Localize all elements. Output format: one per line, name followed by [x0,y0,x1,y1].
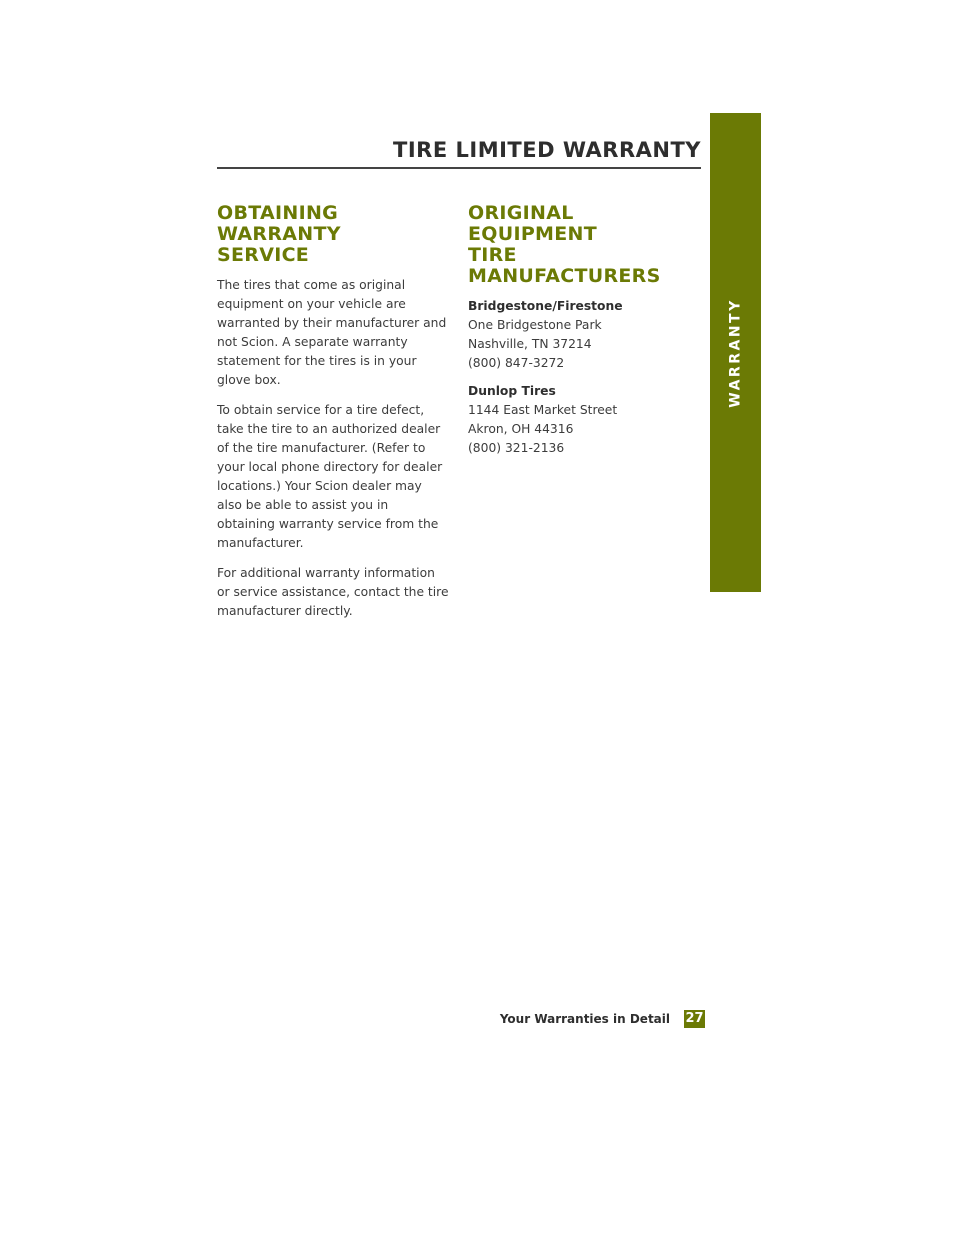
heading-line-1: OBTAINING WARRANTY [217,202,341,245]
title-divider [217,167,701,169]
obtaining-warranty-service-section [217,203,449,632]
manufacturer-phone: (800) 847-3272 [468,356,565,370]
page-title: TIRE LIMITED WARRANTY [393,138,701,162]
obtaining-warranty-service-heading [217,203,449,266]
manufacturer-entry-dunlop [468,382,700,458]
manufacturer-address-line-1: One Bridgestone Park [468,318,602,332]
paragraph-obtain-service: To obtain service for a tire defect, take the tire to an authorized dealer of the tire manufacturer. (Refer to your local phone directory for dealer locations.) Your Scion dealer may also be able to assist you in obtaining warranty service from the manufacturer. [217,403,443,550]
manufacturer-phone: (800) 321-2136 [468,441,565,455]
footer-section-label: Your Warranties in Detail [499,1012,670,1026]
manufacturer-address-line-2: Akron, OH 44316 [468,422,574,436]
heading-line-2: SERVICE [217,244,310,266]
heading-line-1: ORIGINAL EQUIPMENT [468,202,598,245]
tire-manufacturers-heading [468,203,700,287]
manufacturer-address-line-2: Nashville, TN 37214 [468,337,592,351]
manufacturer-address-line-1: 1144 East Market Street [468,403,618,417]
manufacturer-entry-bridgestone [468,297,700,373]
tire-manufacturers-section [468,203,700,467]
section-side-tab [710,113,761,592]
side-tab-label: WARRANTY [727,297,744,408]
paragraph-additional-info: For additional warranty information or service assistance, contact the tire manufacturer directly. [217,566,449,618]
page-number: 27 [685,1011,704,1026]
heading-line-2: TIRE MANUFACTURERS [468,244,661,287]
manufacturer-name: Bridgestone/Firestone [468,299,623,313]
paragraph-original-equipment: The tires that come as original equipment on your vehicle are warranted by their manufacturer and not Scion. A separate warranty statement for the tires is in your glove box. [217,278,447,387]
manufacturer-name: Dunlop Tires [468,384,556,398]
